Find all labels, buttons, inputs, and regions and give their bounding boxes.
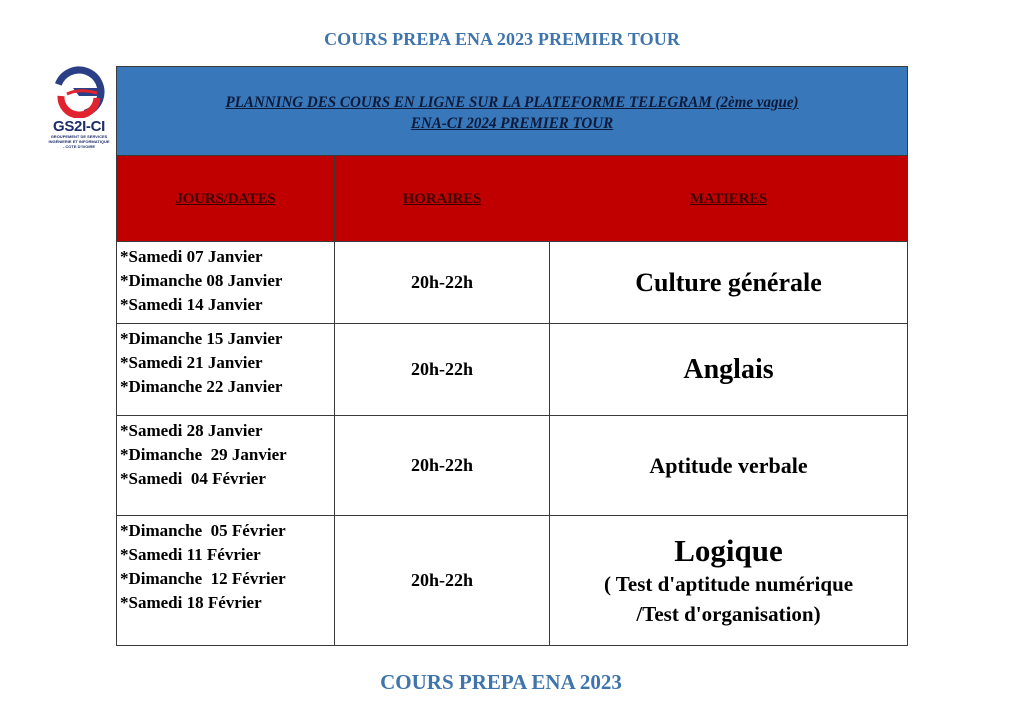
subject-name: Logique xyxy=(674,532,783,568)
date-item: *Samedi 04 Février xyxy=(120,469,266,488)
subject-name: Culture générale xyxy=(635,267,822,297)
column-header-subjects: MATIERES xyxy=(550,156,908,242)
column-header-dates: JOURS/DATES xyxy=(117,156,335,242)
subject-cell xyxy=(550,242,908,324)
time-cell: 20h-22h xyxy=(335,416,550,516)
date-item: *Samedi 18 Février xyxy=(120,593,262,612)
logo xyxy=(43,66,115,156)
table-row xyxy=(117,324,908,416)
footer-title: COURS PREPA ENA 2023 xyxy=(380,670,622,694)
date-item: *Samedi 21 Janvier xyxy=(120,353,263,372)
date-item: *Dimanche 05 Février xyxy=(120,521,286,540)
subject-cell xyxy=(550,516,908,646)
dates-cell xyxy=(117,242,335,324)
date-item: *Samedi 11 Février xyxy=(120,545,261,564)
time-cell: 20h-22h xyxy=(335,516,550,646)
subject-cell xyxy=(550,324,908,416)
schedule-table xyxy=(116,66,908,646)
table-row xyxy=(117,416,908,516)
banner-cell xyxy=(117,67,908,156)
banner-row xyxy=(117,67,908,156)
logo-subtitle-line: GROUPEMENT DE SERVICES xyxy=(50,134,108,139)
logo-name: GS2I-CI xyxy=(52,118,106,135)
date-item: *Samedi 14 Janvier xyxy=(120,295,263,314)
date-item: *Dimanche 12 Février xyxy=(120,569,286,588)
date-item: *Dimanche 15 Janvier xyxy=(120,329,283,348)
date-item: *Dimanche 29 Janvier xyxy=(120,445,287,464)
dates-cell xyxy=(117,324,335,416)
header-row xyxy=(117,156,908,242)
column-header-times: HORAIRES xyxy=(335,156,550,242)
date-item: *Dimanche 08 Janvier xyxy=(120,271,283,290)
dates-cell xyxy=(117,516,335,646)
banner-subtitle: ENA-CI 2024 PREMIER TOUR xyxy=(410,115,614,132)
logo-subtitle-line: - COTE D'IVOIRE xyxy=(62,144,96,149)
banner-title: PLANNING DES COURS EN LIGNE SUR LA PLATEFORME TELEGRAM (2ème vague) xyxy=(225,94,799,111)
date-item: *Dimanche 22 Janvier xyxy=(120,377,283,396)
dates-cell xyxy=(117,416,335,516)
subject-name: Anglais xyxy=(683,353,774,385)
page-title: COURS PREPA ENA 2023 PREMIER TOUR xyxy=(324,29,680,49)
gs2i-ci-logo-icon xyxy=(51,66,107,118)
logo-subtitle-line: INGÉNIERIE ET INFORMATIQUE xyxy=(48,139,110,144)
subject-cell xyxy=(550,416,908,516)
subject-detail: ( Test d'aptitude numérique xyxy=(603,571,854,596)
table-row xyxy=(117,516,908,646)
time-cell: 20h-22h xyxy=(335,324,550,416)
date-item: *Samedi 28 Janvier xyxy=(120,421,263,440)
subject-name: Aptitude verbale xyxy=(649,452,808,478)
subject-detail: /Test d'organisation) xyxy=(636,601,821,626)
date-item: *Samedi 07 Janvier xyxy=(120,247,263,266)
time-cell: 20h-22h xyxy=(335,242,550,324)
table-row xyxy=(117,242,908,324)
